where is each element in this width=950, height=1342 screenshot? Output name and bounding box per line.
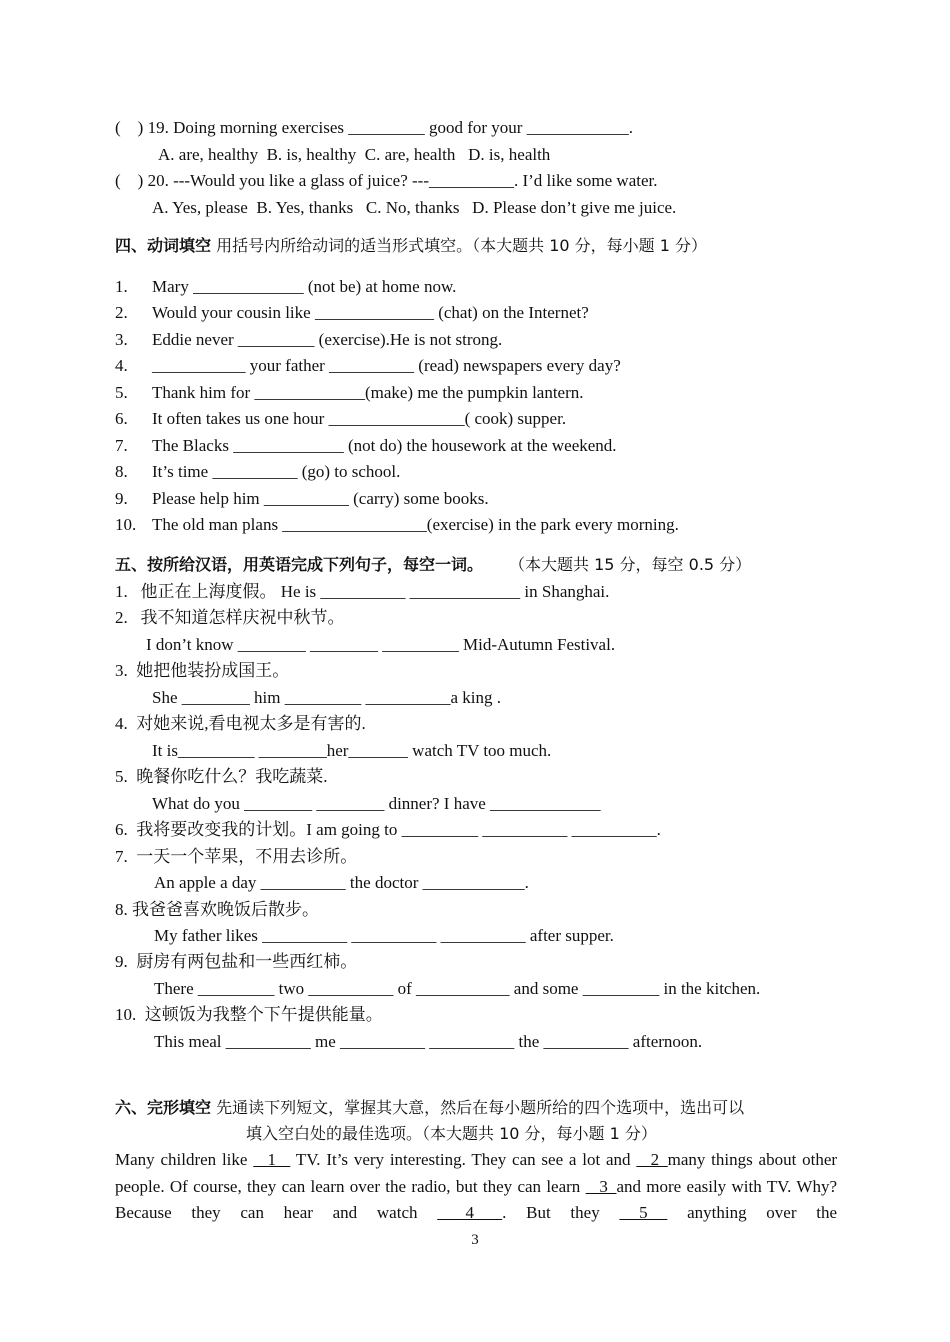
item-text: The Blacks _____________ (not do) the housework at the weekend. xyxy=(152,436,617,455)
question-19-options: A. are, healthy B. is, healthy C. are, health D. is, health xyxy=(158,145,551,164)
translation-line: What do you ________ ________ dinner? I have _____________ xyxy=(152,794,601,813)
item-number: 3. xyxy=(115,330,128,349)
section-5-header xyxy=(115,554,751,576)
section-6-instruction-1: 先通读下列短文，掌握其大意，然后在每小题所给的四个选项中，选出可以 xyxy=(211,1098,745,1117)
item-number: 9. xyxy=(115,489,128,508)
translation-line: 1. 他正在上海度假。 He is __________ _____________ in Shanghai. xyxy=(115,582,610,601)
passage-text: TV. It’s very interesting. They can see a lot and xyxy=(290,1150,637,1169)
item-number: 6. xyxy=(115,409,128,428)
item-text: Eddie never _________ (exercise).He is not strong. xyxy=(152,330,503,349)
item-number: 1. xyxy=(115,277,128,296)
question-19: ( ) 19. Doing morning exercises _________ good for your ____________. xyxy=(115,118,633,137)
translation-line: It is_________ ________her_______ watch TV too much. xyxy=(152,741,552,760)
item-text: Mary _____________ (not be) at home now. xyxy=(152,277,457,296)
item-number: 7. xyxy=(115,436,128,455)
question-20: ( ) 20. ---Would you like a glass of juice? ---__________. I’d like some water. xyxy=(115,171,658,190)
section-5-instruction: （本大题共 15 分，每空 0.5 分） xyxy=(509,555,752,574)
item-number: 8. xyxy=(115,462,128,481)
item-number: 5. xyxy=(115,383,128,402)
item-text: ___________ your father __________ (read) newspapers every day? xyxy=(152,356,621,375)
cloze-blank: _1_ xyxy=(253,1150,291,1169)
cloze-blank: _3_ xyxy=(585,1176,617,1196)
item-text: Would your cousin like ______________ (chat) on the Internet? xyxy=(152,303,589,322)
section-6-header xyxy=(115,1097,744,1119)
section-4-title: 四、动词填空 xyxy=(115,236,212,255)
cloze-blank: _4_ xyxy=(437,1203,503,1222)
translation-line: This meal __________ me __________ __________ the __________ afternoon. xyxy=(154,1032,703,1051)
translation-line: 4. 对她来说,看电视太多是有害的. xyxy=(115,714,366,733)
translation-line: 6. 我将要改变我的计划。I am going to _________ __________ __________. xyxy=(115,820,661,839)
cloze-blank: 5 xyxy=(619,1203,668,1222)
section-4-instruction: 用括号内所给动词的适当形式填空。（本大题共 10 分，每小题 1 分） xyxy=(211,236,707,255)
item-text: Please help him __________ (carry) some books. xyxy=(152,489,489,508)
section-4-header xyxy=(115,235,707,257)
passage-text: anything over the xyxy=(667,1203,838,1222)
translation-line: 2. 我不知道怎样庆祝中秋节。 xyxy=(115,608,345,627)
cloze-passage xyxy=(115,1147,837,1227)
translation-line: I don’t know ________ ________ _________ Mid-Autumn Festival. xyxy=(146,635,616,654)
item-number: 2. xyxy=(115,303,128,322)
translation-line: 3. 她把他装扮成国王。 xyxy=(115,661,290,680)
translation-line: My father likes __________ __________ __________ after supper. xyxy=(154,926,614,945)
translation-line: There _________ two __________ of ___________ and some _________ in the kitchen. xyxy=(154,979,761,998)
cloze-blank: _2_ xyxy=(636,1150,668,1169)
item-text: It’s time __________ (go) to school. xyxy=(152,462,401,481)
question-20-options: A. Yes, please B. Yes, thanks C. No, thanks D. Please don’t give me juice. xyxy=(152,198,677,217)
item-number: 10. xyxy=(115,515,137,534)
translation-line: She ________ him _________ __________a king . xyxy=(152,688,501,707)
item-text: Thank him for _____________(make) me the pumpkin lantern. xyxy=(152,383,584,402)
section-6-title: 六、完形填空 xyxy=(115,1098,212,1117)
passage-text: many things about other people. Of course, they can learn over the radio, but they can learn xyxy=(115,1150,838,1196)
page-number: 3 xyxy=(471,1232,479,1248)
passage-text: and more easily with TV. Why? Because they can hear and watch xyxy=(115,1176,838,1222)
passage-text: Many children like xyxy=(115,1150,254,1169)
translation-line: 10. 这顿饭为我整个下午提供能量。 xyxy=(115,1005,383,1024)
item-text: The old man plans _________________(exercise) in the park every morning. xyxy=(152,515,679,534)
item-number: 4. xyxy=(115,356,128,375)
translation-line: An apple a day __________ the doctor ____________. xyxy=(154,873,529,892)
translation-line: 9. 厨房有两包盐和一些西红柿。 xyxy=(115,952,358,971)
translation-line: 7. 一天一个苹果，不用去诊所。 xyxy=(115,847,358,866)
item-text: It often takes us one hour ________________( cook) supper. xyxy=(152,409,567,428)
translation-line: 8. 我爸爸喜欢晚饭后散步。 xyxy=(115,900,319,919)
section-5-title: 五、按所给汉语，用英语完成下列句子，每空一词。 xyxy=(115,555,484,574)
section-6-instruction-2: 填入空白处的最佳选项。（本大题共 10 分，每小题 1 分） xyxy=(246,1124,657,1143)
passage-text: . But they xyxy=(502,1203,620,1222)
translation-line: 5. 晚餐你吃什么？我吃蔬菜. xyxy=(115,767,328,786)
